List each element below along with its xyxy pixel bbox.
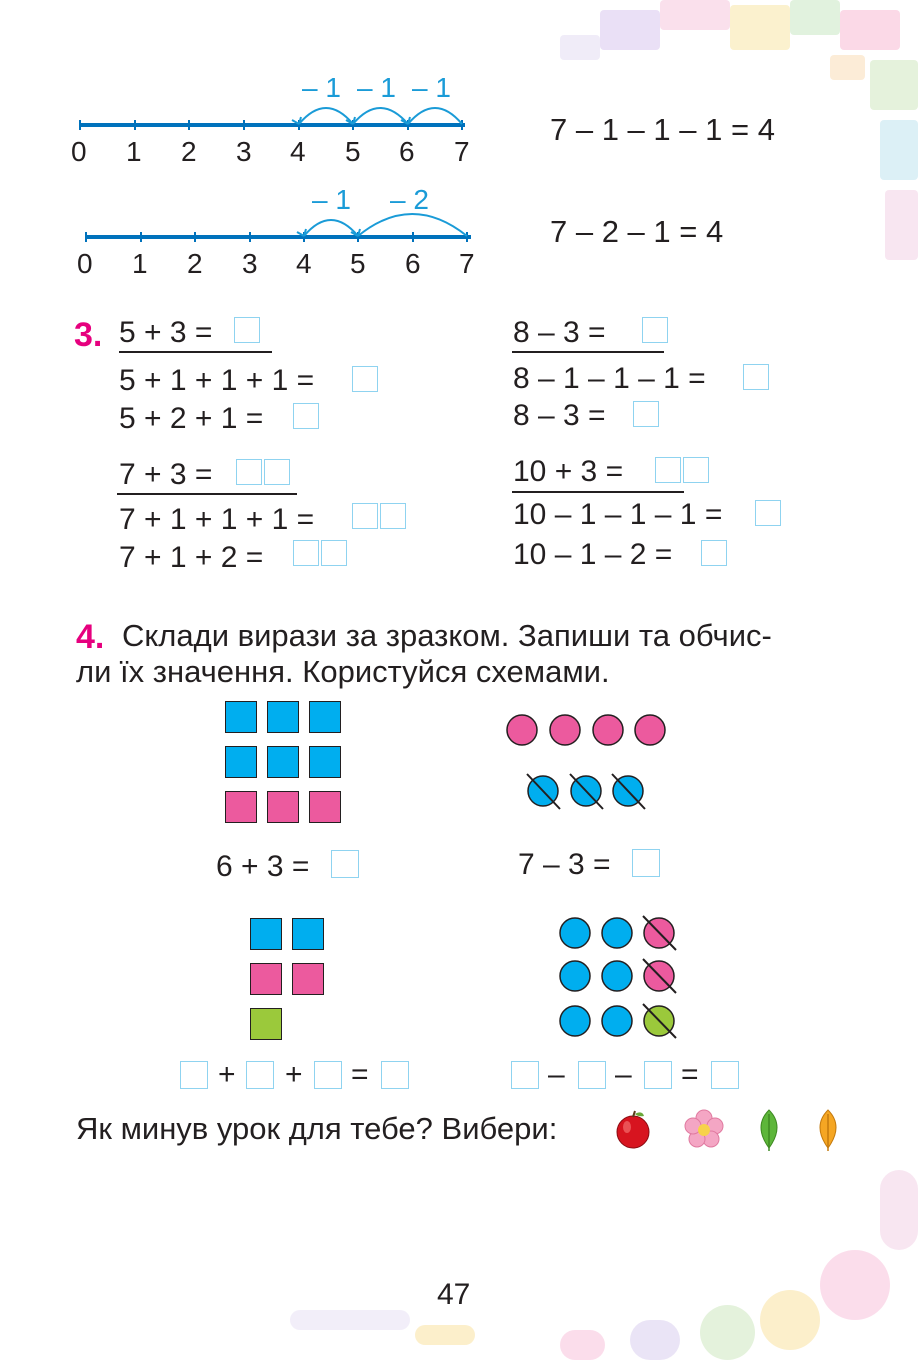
answer-box[interactable] [234,317,260,343]
apple-icon[interactable] [612,1108,654,1150]
task-instruction: ли їх значення. Користуйся схемами. [76,654,610,689]
task-instruction: Склади вирази за зразком. Запиши та обчис- [122,618,772,653]
expression-line: 8 – 3 = [513,399,606,432]
jump-label: – 1 [412,72,451,103]
blue-circle [560,1006,590,1036]
answer-box[interactable] [314,1061,342,1089]
answer-box[interactable] [642,317,668,343]
blue-circle [602,961,632,991]
pink-square [225,791,257,823]
blue-circle [602,918,632,948]
tick-label: 2 [187,248,203,279]
flower-icon[interactable] [682,1108,726,1152]
answer-box[interactable] [511,1061,539,1089]
tick-label: 6 [405,248,421,279]
blue-square [309,701,341,733]
answer-box[interactable] [701,540,727,566]
divider-line [512,491,684,493]
answer-box[interactable] [578,1061,606,1089]
tick-label: 7 [459,248,475,279]
example-expression: 6 + 3 = [216,850,310,883]
expression-head: 8 – 3 = [513,316,606,349]
number-line-equation: 7 – 2 – 1 = 4 [550,214,724,249]
blue-circle [560,918,590,948]
expression-line: 5 + 2 + 1 = [119,402,264,435]
pink-circle [593,715,623,745]
pink-square [267,791,299,823]
tick-label: 1 [126,136,142,167]
divider-line [512,351,664,353]
tick-label: 1 [132,248,148,279]
answer-box[interactable] [180,1061,208,1089]
tick-label: 6 [399,136,415,167]
green-square [250,1008,282,1040]
answer-box[interactable] [380,503,406,529]
minus-sign: – [615,1058,632,1091]
pink-square [250,963,282,995]
blue-square [309,746,341,778]
answer-box[interactable] [352,503,378,529]
expression-head: 10 + 3 = [513,455,624,488]
blue-circle [560,961,590,991]
blue-circle [602,1006,632,1036]
answer-box[interactable] [381,1061,409,1089]
expression-line: 5 + 1 + 1 + 1 = [119,364,315,397]
answer-box[interactable] [246,1061,274,1089]
jump-label: – 2 [390,184,429,215]
equals-sign: = [681,1058,699,1091]
expression-line: 8 – 1 – 1 – 1 = [513,362,706,395]
orange-leaf-icon[interactable] [811,1108,845,1152]
tick-label: 2 [181,136,197,167]
tick-label: 4 [290,136,306,167]
answer-box[interactable] [644,1061,672,1089]
expression-head: 7 + 3 = [119,458,213,491]
blue-square [225,746,257,778]
answer-box[interactable] [264,459,290,485]
blue-square [292,918,324,950]
tick-label: 5 [345,136,361,167]
pink-circle [550,715,580,745]
answer-box[interactable] [331,850,359,878]
expression-line: 7 + 1 + 1 + 1 = [119,503,315,536]
minus-sign: – [548,1058,565,1091]
page-number: 47 [437,1278,471,1311]
example-expression: 7 – 3 = [518,848,611,881]
green-leaf-icon[interactable] [752,1108,786,1152]
pink-square [292,963,324,995]
blue-square [250,918,282,950]
tick-label: 3 [242,248,258,279]
tick-label: 0 [77,248,93,279]
answer-box[interactable] [655,457,681,483]
answer-box[interactable] [293,540,319,566]
task-number: 4. [76,618,105,656]
tick-label: 0 [71,136,87,167]
pink-square [309,791,341,823]
expression-head: 5 + 3 = [119,316,213,349]
circle-scheme-task [550,910,690,1045]
answer-box[interactable] [755,500,781,526]
circle-scheme-example [500,710,680,810]
answer-box[interactable] [352,366,378,392]
answer-box[interactable] [743,364,769,390]
equals-sign: = [351,1058,369,1091]
divider-line [119,351,272,353]
answer-box[interactable] [293,403,319,429]
expression-line: 10 – 1 – 2 = [513,538,673,571]
answer-box[interactable] [633,401,659,427]
expression-line: 7 + 1 + 2 = [119,541,264,574]
reflection-question: Як минув урок для тебе? Вибери: [76,1111,558,1146]
blue-square [267,701,299,733]
expression-line: 10 – 1 – 1 – 1 = [513,498,723,531]
answer-box[interactable] [321,540,347,566]
plus-sign: + [285,1058,303,1091]
task-number: 3. [74,316,103,354]
tick-label: 3 [236,136,252,167]
jump-label: – 1 [312,184,351,215]
blue-square [267,746,299,778]
answer-box[interactable] [236,459,262,485]
tick-label: 4 [296,248,312,279]
jump-label: – 1 [357,72,396,103]
pink-circle [635,715,665,745]
answer-box[interactable] [683,457,709,483]
tick-label: 5 [350,248,366,279]
answer-box[interactable] [711,1061,739,1089]
number-line-equation: 7 – 1 – 1 – 1 = 4 [550,112,775,147]
tick-label: 7 [454,136,470,167]
blue-square [225,701,257,733]
answer-box[interactable] [632,849,660,877]
plus-sign: + [218,1058,236,1091]
divider-line [117,493,297,495]
jump-label: – 1 [302,72,341,103]
pink-circle [507,715,537,745]
